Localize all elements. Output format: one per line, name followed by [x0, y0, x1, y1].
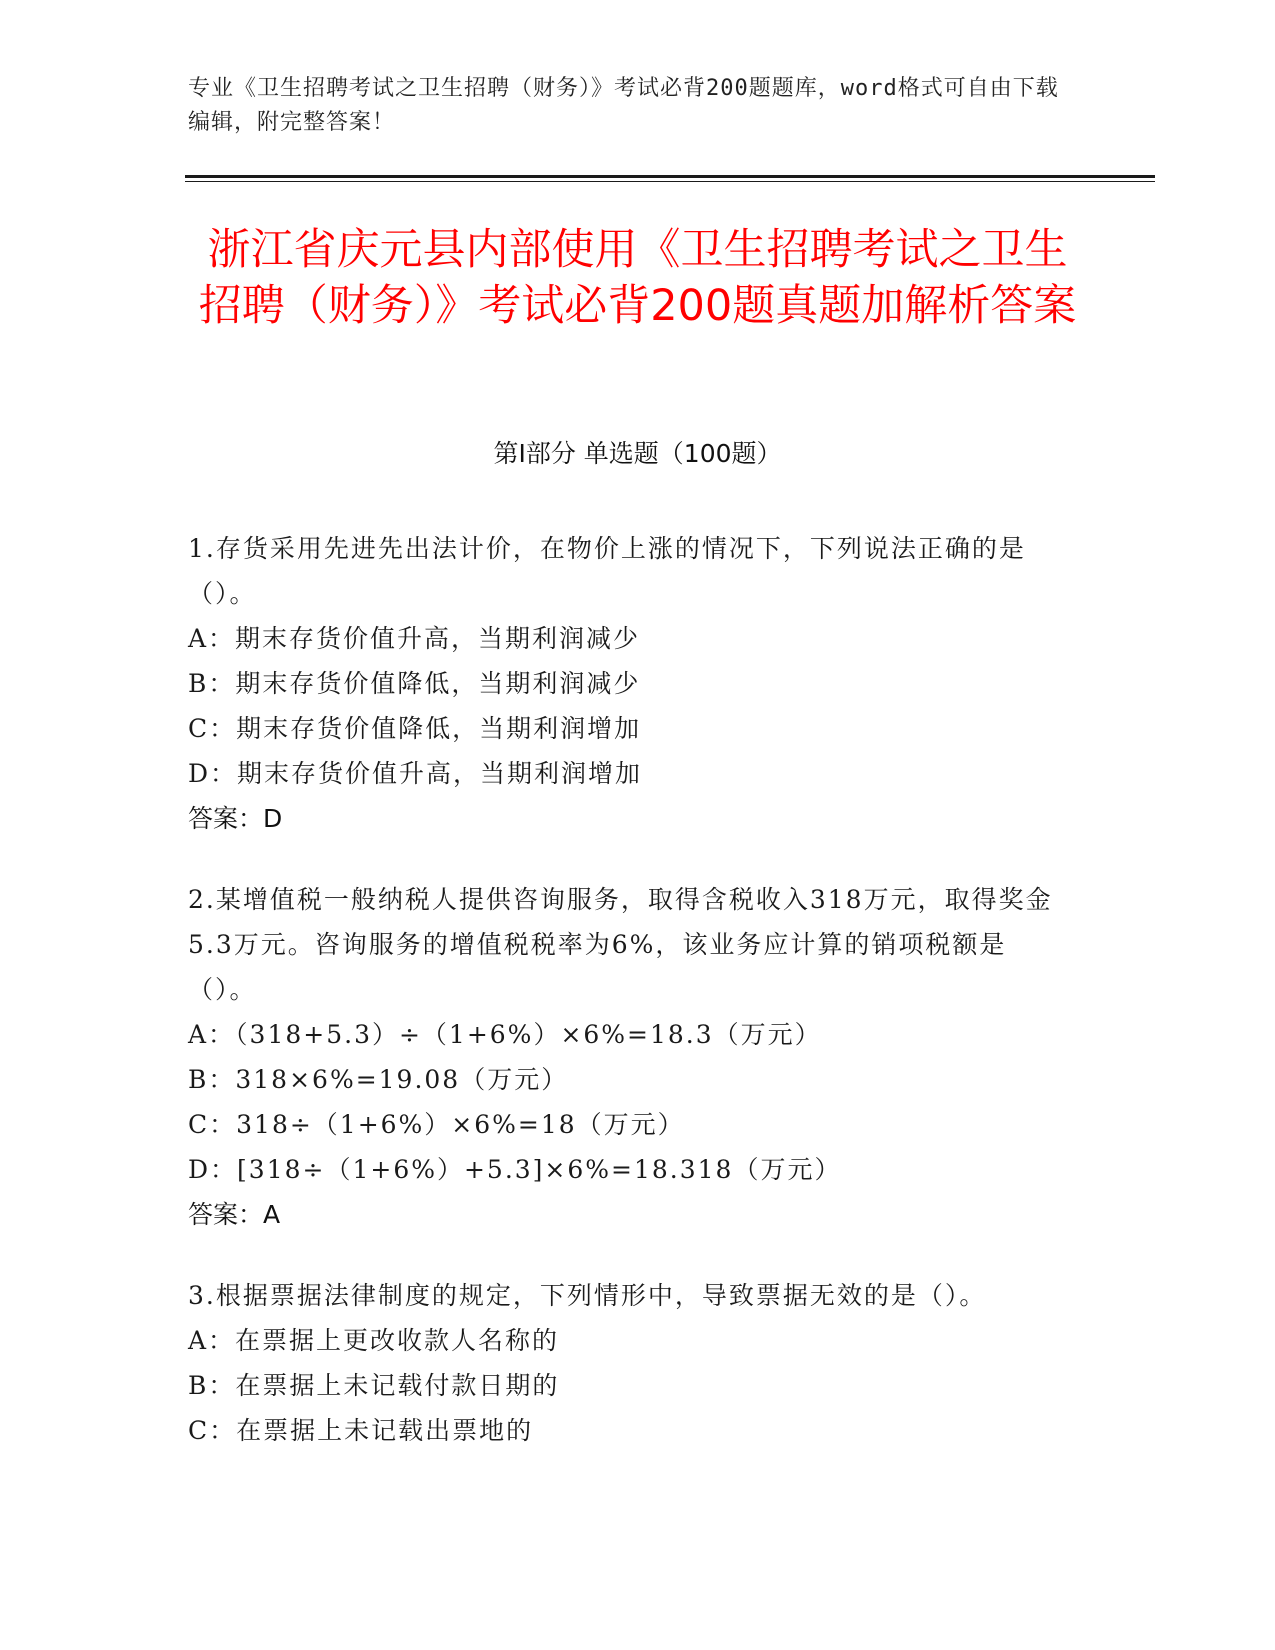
section-heading: 第Ⅰ部分 单选题（100题） [493, 439, 782, 468]
question-1 [188, 526, 1068, 841]
option-d: D：期末存货价值升高，当期利润增加 [188, 759, 643, 788]
header-divider-thick [185, 175, 1155, 178]
option-c: C：318÷（1+6%）×6%=18（万元） [188, 1110, 685, 1139]
header-note: 专业《卫生招聘考试之卫生招聘（财务）》考试必背200题题库，word格式可自由下载编辑，附完整答案！ [188, 76, 1059, 135]
answer-line: 答案：D [188, 804, 283, 833]
option-b: B：在票据上未记载付款日期的 [188, 1371, 560, 1400]
option-c: C：在票据上未记载出票地的 [188, 1416, 534, 1445]
question-2 [188, 877, 1068, 1237]
option-a: A：期末存货价值升高，当期利润减少 [188, 624, 641, 653]
question-stem: 2.某增值税一般纳税人提供咨询服务，取得含税收入318万元，取得奖金5.3万元。咨询服务的增值税税率为6%，该业务应计算的销项税额是（）。 [188, 885, 1053, 1004]
option-c: C：期末存货价值降低，当期利润增加 [188, 714, 642, 743]
option-d: D：[318÷（1+6%）+5.3]×6%=18.318（万元） [188, 1155, 842, 1184]
option-b: B：318×6%=19.08（万元） [188, 1065, 569, 1094]
answer-line: 答案：A [188, 1200, 281, 1229]
option-a: A：（318+5.3）÷（1+6%）×6%=18.3（万元） [188, 1020, 822, 1049]
option-b: B：期末存货价值降低，当期利润减少 [188, 669, 641, 698]
question-stem: 3.根据票据法律制度的规定，下列情形中，导致票据无效的是（）。 [188, 1281, 987, 1310]
document-title: 浙江省庆元县内部使用《卫生招聘考试之卫生招聘（财务）》考试必背200题真题加解析答案 [198, 225, 1077, 331]
option-a: A：在票据上更改收款人名称的 [188, 1326, 560, 1355]
header-divider-thin [185, 181, 1155, 182]
question-stem: 1.存货采用先进先出法计价，在物价上涨的情况下，下列说法正确的是（）。 [188, 534, 1026, 608]
question-3 [188, 1273, 1068, 1453]
question-list [188, 526, 1068, 1489]
